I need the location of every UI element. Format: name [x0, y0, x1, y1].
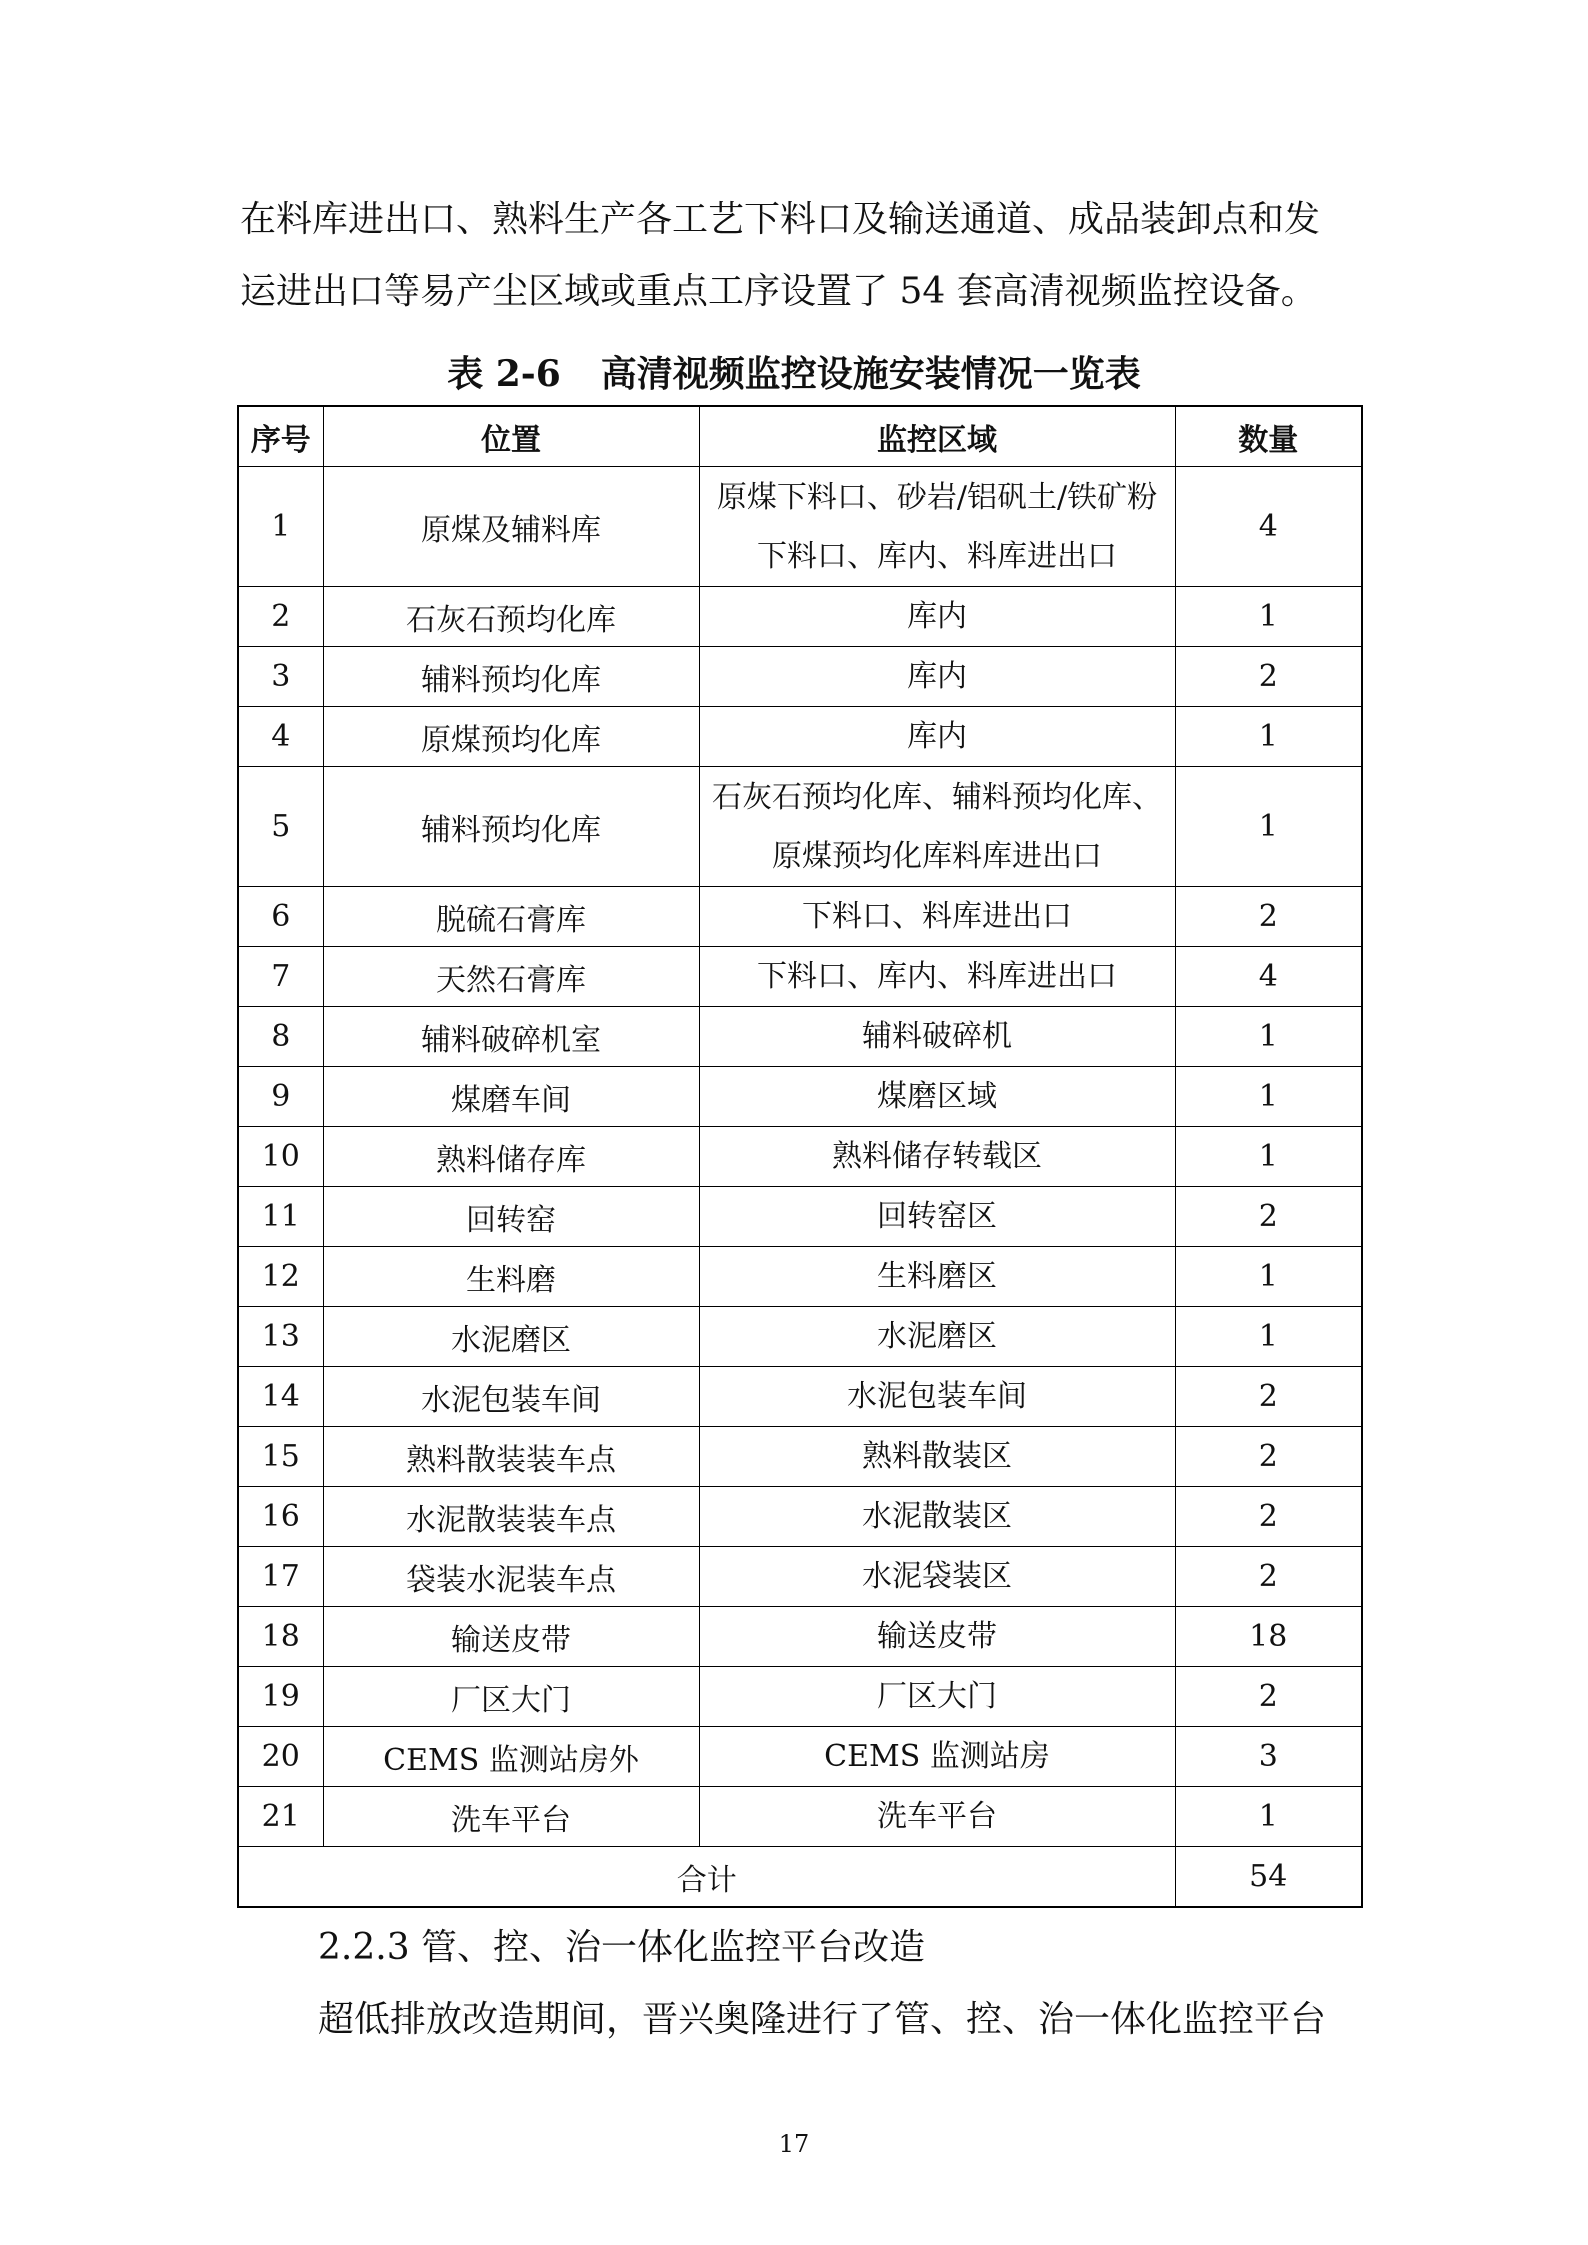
area-line: 下料口、库内、料库进出口 — [757, 538, 1117, 574]
table-row — [238, 1727, 1362, 1787]
row-monitoring-area — [699, 947, 1175, 1007]
row-number: 7 — [238, 947, 323, 1007]
page-number: 17 — [778, 2130, 810, 2158]
table-row — [238, 1067, 1362, 1127]
area-line: 洗车平台 — [877, 1799, 997, 1834]
area-line: 煤磨区域 — [877, 1079, 997, 1114]
row-location: 厂区大门 — [323, 1667, 699, 1727]
row-number: 12 — [238, 1247, 323, 1307]
table-row — [238, 1427, 1362, 1487]
area-line: 库内 — [907, 719, 967, 754]
row-location: 水泥磨区 — [323, 1307, 699, 1367]
row-location: 水泥包装车间 — [323, 1367, 699, 1427]
row-count: 1 — [1175, 1247, 1362, 1307]
row-number: 17 — [238, 1547, 323, 1607]
table-row — [238, 1367, 1362, 1427]
row-number: 8 — [238, 1007, 323, 1067]
table-row — [238, 767, 1362, 887]
row-monitoring-area — [699, 1727, 1175, 1787]
row-location: 输送皮带 — [323, 1607, 699, 1667]
area-line: CEMS 监测站房 — [824, 1739, 1050, 1774]
row-monitoring-area — [699, 1547, 1175, 1607]
area-line: 熟料储存转载区 — [832, 1139, 1042, 1174]
row-location: 原煤预均化库 — [323, 707, 699, 767]
area-line: 辅料破碎机 — [862, 1019, 1012, 1054]
area-line: 厂区大门 — [877, 1679, 997, 1714]
area-line: 输送皮带 — [877, 1619, 997, 1654]
row-location: 煤磨车间 — [323, 1067, 699, 1127]
table-row — [238, 1127, 1362, 1187]
row-count: 4 — [1175, 947, 1362, 1007]
row-monitoring-area — [699, 1067, 1175, 1127]
row-location: 天然石膏库 — [323, 947, 699, 1007]
total-label: 合计 — [238, 1847, 1175, 1908]
row-count: 2 — [1175, 1367, 1362, 1427]
row-location: 袋装水泥装车点 — [323, 1547, 699, 1607]
row-monitoring-area — [699, 1187, 1175, 1247]
row-monitoring-area — [699, 647, 1175, 707]
row-location: 原煤及辅料库 — [323, 467, 699, 587]
table-row — [238, 1787, 1362, 1847]
table-caption-title: 高清视频监控设施安装情况一览表 — [600, 353, 1141, 395]
table-total-row — [238, 1847, 1362, 1908]
row-number: 18 — [238, 1607, 323, 1667]
row-count: 1 — [1175, 1067, 1362, 1127]
area-line: 库内 — [907, 599, 967, 634]
table-row — [238, 707, 1362, 767]
table-row — [238, 587, 1362, 647]
row-monitoring-area — [699, 1307, 1175, 1367]
area-line: 原煤预均化库料库进出口 — [772, 838, 1102, 874]
row-count: 1 — [1175, 767, 1362, 887]
row-location: CEMS 监测站房外 — [323, 1727, 699, 1787]
row-number: 11 — [238, 1187, 323, 1247]
row-count: 2 — [1175, 887, 1362, 947]
row-count: 2 — [1175, 1487, 1362, 1547]
row-location: 洗车平台 — [323, 1787, 699, 1847]
row-count: 2 — [1175, 1547, 1362, 1607]
row-count: 1 — [1175, 1307, 1362, 1367]
row-monitoring-area — [699, 1007, 1175, 1067]
header-cell: 位置 — [323, 406, 699, 467]
row-number: 9 — [238, 1067, 323, 1127]
table-row — [238, 1247, 1362, 1307]
row-number: 2 — [238, 587, 323, 647]
table-row — [238, 1187, 1362, 1247]
table-row — [238, 1607, 1362, 1667]
row-number: 15 — [238, 1427, 323, 1487]
row-number: 5 — [238, 767, 323, 887]
row-count: 2 — [1175, 1667, 1362, 1727]
row-count: 1 — [1175, 707, 1362, 767]
section-paragraph-line: 超低排放改造期间，晋兴奥隆进行了管、控、治一体化监控平台 — [318, 1999, 1327, 2040]
row-location: 熟料储存库 — [323, 1127, 699, 1187]
row-monitoring-area — [699, 587, 1175, 647]
total-value: 54 — [1175, 1847, 1362, 1908]
row-location: 辅料预均化库 — [323, 767, 699, 887]
row-number: 6 — [238, 887, 323, 947]
row-monitoring-area — [699, 1127, 1175, 1187]
row-number: 4 — [238, 707, 323, 767]
area-line: 下料口、料库进出口 — [802, 899, 1072, 934]
row-location: 生料磨 — [323, 1247, 699, 1307]
area-line: 水泥磨区 — [877, 1319, 997, 1354]
table-row — [238, 1487, 1362, 1547]
monitoring-table — [237, 405, 1363, 1908]
row-location: 水泥散装装车点 — [323, 1487, 699, 1547]
area-line: 下料口、库内、料库进出口 — [757, 959, 1117, 994]
row-number: 10 — [238, 1127, 323, 1187]
area-line: 水泥包装车间 — [847, 1379, 1027, 1414]
area-line: 原煤下料口、砂岩/铝矾土/铁矿粉 — [716, 479, 1158, 515]
table-row — [238, 887, 1362, 947]
row-monitoring-area — [699, 1427, 1175, 1487]
intro-line-2: 运进出口等易产尘区域或重点工序设置了 54 套高清视频监控设备。 — [240, 271, 1317, 312]
row-number: 14 — [238, 1367, 323, 1427]
row-monitoring-area — [699, 1787, 1175, 1847]
header-cell: 数量 — [1175, 406, 1362, 467]
row-monitoring-area — [699, 887, 1175, 947]
row-location: 回转窑 — [323, 1187, 699, 1247]
table-row — [238, 947, 1362, 1007]
row-monitoring-area — [699, 707, 1175, 767]
row-number: 3 — [238, 647, 323, 707]
row-count: 1 — [1175, 1127, 1362, 1187]
row-number: 20 — [238, 1727, 323, 1787]
table-row — [238, 467, 1362, 587]
area-line: 库内 — [907, 659, 967, 694]
table-row — [238, 1667, 1362, 1727]
row-count: 2 — [1175, 647, 1362, 707]
row-location: 辅料破碎机室 — [323, 1007, 699, 1067]
header-cell: 监控区域 — [699, 406, 1175, 467]
row-count: 2 — [1175, 1187, 1362, 1247]
row-location: 石灰石预均化库 — [323, 587, 699, 647]
row-number: 1 — [238, 467, 323, 587]
table-row — [238, 1307, 1362, 1367]
row-count: 1 — [1175, 587, 1362, 647]
area-line: 熟料散装区 — [862, 1439, 1012, 1474]
row-count: 4 — [1175, 467, 1362, 587]
row-count: 2 — [1175, 1427, 1362, 1487]
row-number: 21 — [238, 1787, 323, 1847]
row-count: 1 — [1175, 1787, 1362, 1847]
row-monitoring-area — [699, 1487, 1175, 1547]
row-count: 3 — [1175, 1727, 1362, 1787]
table-row — [238, 1007, 1362, 1067]
row-location: 熟料散装装车点 — [323, 1427, 699, 1487]
row-location: 辅料预均化库 — [323, 647, 699, 707]
row-monitoring-area — [699, 1607, 1175, 1667]
table-caption — [0, 353, 1588, 395]
row-monitoring-area — [699, 1247, 1175, 1307]
area-line: 水泥袋装区 — [862, 1559, 1012, 1594]
row-monitoring-area — [699, 1367, 1175, 1427]
row-monitoring-area — [699, 1667, 1175, 1727]
row-number: 16 — [238, 1487, 323, 1547]
header-cell: 序号 — [238, 406, 323, 467]
table-row — [238, 647, 1362, 707]
row-number: 19 — [238, 1667, 323, 1727]
area-line: 水泥散装区 — [862, 1499, 1012, 1534]
area-line: 生料磨区 — [877, 1259, 997, 1294]
table-caption-number: 表 2-6 — [447, 353, 561, 395]
area-line: 石灰石预均化库、辅料预均化库、 — [712, 779, 1162, 815]
row-monitoring-area — [699, 467, 1175, 587]
row-count: 18 — [1175, 1607, 1362, 1667]
row-number: 13 — [238, 1307, 323, 1367]
row-location: 脱硫石膏库 — [323, 887, 699, 947]
row-count: 1 — [1175, 1007, 1362, 1067]
area-line: 回转窑区 — [877, 1199, 997, 1234]
table-row — [238, 1547, 1362, 1607]
table-header-row — [238, 406, 1362, 467]
intro-line-1: 在料库进出口、熟料生产各工艺下料口及输送通道、成品装卸点和发 — [240, 199, 1321, 240]
row-monitoring-area — [699, 767, 1175, 887]
section-title: 2.2.3 管、控、治一体化监控平台改造 — [318, 1927, 926, 1968]
